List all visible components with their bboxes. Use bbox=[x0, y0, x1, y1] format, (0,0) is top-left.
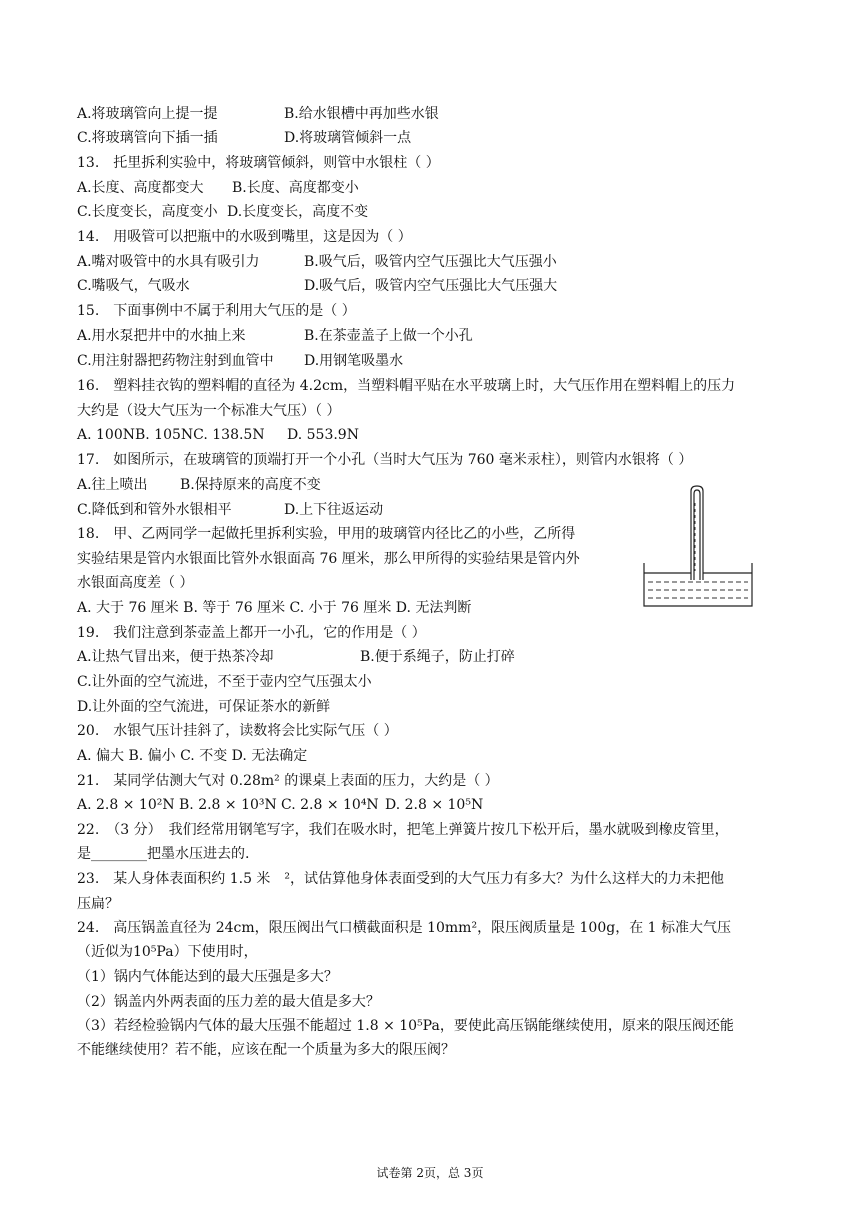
q19-option-b: B.便于系绳子，防止打碎 bbox=[360, 649, 515, 665]
q21-option-c: C. 2.8 × 10⁴N bbox=[281, 797, 379, 813]
q17-stem: 17. 如图所示，在玻璃管的顶端打开一个小孔（当时大气压为 760 毫米汞柱），则管内水银将（ ） bbox=[77, 452, 693, 468]
q19-option-a: A.让热气冒出来，便于热茶冷却 bbox=[77, 649, 274, 665]
q16-stem-line2: 大约是（设大气压为一个标准大气压）（ ） bbox=[77, 403, 341, 419]
q16-stem-line1: 16. 塑料挂衣钩的塑料帽的直径为 4.2cm，当塑料帽平贴在水平玻璃上时，大气压作用在塑料帽上的压力 bbox=[77, 378, 736, 394]
q16-option-d: D. 553.9N bbox=[287, 427, 359, 443]
q14-option-b: B.吸气后，吸管内空气压强比大气压强小 bbox=[304, 254, 557, 270]
q15-option-d: D.用钢笔吸墨水 bbox=[304, 353, 404, 369]
q13-options-row2 bbox=[77, 203, 368, 221]
q12-options-row2 bbox=[77, 129, 411, 147]
q15-option-b: B.在茶壶盖子上做一个小孔 bbox=[304, 328, 473, 344]
q13-stem: 13. 托里拆利实验中，将玻璃管倾斜，则管中水银柱（ ） bbox=[77, 155, 440, 171]
q16-option-abc: A. 100NB. 105NC. 138.5N bbox=[77, 427, 265, 443]
q17-options-row1 bbox=[77, 476, 321, 494]
q24-sub3-line2: 不能继续使用？若不能，应该在配一个质量为多大的限压阀？ bbox=[77, 1042, 455, 1058]
q17-option-c: C.降低到和管外水银相平 bbox=[77, 502, 232, 518]
q23-stem-line1: 23. 某人身体表面积约 1.5 米 ²，试估算他身体表面受到的大气压力有多大？为什么这样大的力未把他 bbox=[77, 871, 725, 887]
q21-options bbox=[77, 796, 483, 814]
q24-stem-line2: （近似为10⁵Pa）下使用时， bbox=[77, 944, 258, 960]
q24-sub3-line1: （3）若经检验锅内气体的最大压强不能超过 1.8 × 10⁵Pa，要使此高压锅能继续使用，原来的限压阀还能 bbox=[77, 1018, 734, 1034]
q18-stem-line1: 18. 甲、乙两同学一起做托里拆利实验，甲用的玻璃管内径比乙的小些，乙所得 bbox=[77, 526, 576, 542]
q12-option-c: C.将玻璃管向下插一插 bbox=[77, 130, 218, 146]
glass-tube-outer bbox=[691, 486, 703, 580]
q12-options-row1 bbox=[77, 105, 439, 123]
q17-option-d: D.上下往返运动 bbox=[284, 502, 384, 518]
q12-option-b: B.给水银槽中再加些水银 bbox=[284, 106, 439, 122]
q14-options-row2 bbox=[77, 277, 557, 295]
q15-stem: 15. 下面事例中不属于利用大气压的是（ ） bbox=[77, 303, 356, 319]
q15-options-row2 bbox=[77, 352, 403, 370]
q20-stem: 20. 水银气压计挂斜了，读数将会比实际气压（ ） bbox=[77, 723, 398, 739]
q12-option-a: A.将玻璃管向上提一提 bbox=[77, 106, 218, 122]
q13-options-row1 bbox=[77, 179, 359, 197]
q24-stem-line1: 24. 高压锅盖直径为 24cm，限压阀出气口横截面积是 10mm²，限压阀质量是 100g，在 1 标准大气压 bbox=[77, 920, 732, 936]
q21-option-b: B. 2.8 × 10³N bbox=[179, 797, 277, 813]
page-footer: 试卷第 2页，总 3页 bbox=[376, 1166, 484, 1180]
q14-option-d: D.吸气后，吸管内空气压强比大气压强大 bbox=[304, 278, 558, 294]
q19-option-d: D.让外面的空气流进，可保证茶水的新鲜 bbox=[77, 699, 331, 715]
q20-options: A. 偏大 B. 偏小 C. 不变 D. 无法确定 bbox=[77, 748, 308, 764]
q21-option-a: A. 2.8 × 10²N bbox=[77, 797, 175, 813]
q15-option-a: A.用水泵把井中的水抽上来 bbox=[77, 328, 246, 344]
q19-stem: 19. 我们注意到茶壶盖上都开一小孔，它的作用是（ ） bbox=[77, 625, 426, 641]
q16-options bbox=[77, 426, 359, 444]
q14-options-row1 bbox=[77, 253, 557, 271]
q24-sub2: （2）锅盖内外两表面的压力差的最大值是多大？ bbox=[77, 994, 380, 1010]
q23-stem-line2: 压扁？ bbox=[77, 896, 119, 912]
q22-stem-line1: 22. （3 分） 我们经常用钢笔写字，我们在吸水时，把笔上弹簧片按几下松开后，墨水就吸到橡皮管里， bbox=[77, 822, 729, 838]
q17-options-row2 bbox=[77, 501, 383, 519]
q13-option-b: B.长度、高度都变小 bbox=[232, 180, 359, 196]
q17-option-a: A.往上喷出 bbox=[77, 477, 148, 493]
q15-options-row1 bbox=[77, 327, 473, 345]
q21-stem: 21. 某同学估测大气对 0.28m² 的课桌上表面的压力，大约是（ ） bbox=[77, 773, 499, 789]
q13-option-c: C.长度变长，高度变小 bbox=[77, 204, 218, 220]
q12-option-d: D.将玻璃管倾斜一点 bbox=[284, 130, 412, 146]
q14-stem: 14. 用吸管可以把瓶中的水吸到嘴里，这是因为（ ） bbox=[77, 229, 412, 245]
q19-option-c: C.让外面的空气流进，不至于壶内空气压强太小 bbox=[77, 674, 372, 690]
q18-options: A. 大于 76 厘米 B. 等于 76 厘米 C. 小于 76 厘米 D. 无法判断 bbox=[77, 600, 472, 616]
q15-option-c: C.用注射器把药物注射到血管中 bbox=[77, 353, 274, 369]
q24-sub1: （1）锅内气体能达到的最大压强是多大？ bbox=[77, 969, 338, 985]
q13-option-a: A.长度、高度都变大 bbox=[77, 180, 204, 196]
q21-option-d: D. 2.8 × 10⁵N bbox=[385, 797, 484, 813]
q13-option-d: D.长度变长，高度不变 bbox=[227, 204, 369, 220]
barometer-figure bbox=[643, 485, 753, 607]
q18-stem-line2: 实验结果是管内水银面比管外水银面高 76 厘米，那么甲所得的实验结果是管内外 bbox=[77, 551, 580, 567]
q22-stem-line2: 是________把墨水压进去的. bbox=[77, 846, 250, 862]
q17-option-b: B.保持原来的高度不变 bbox=[180, 477, 321, 493]
q14-option-c: C.嘴吸气，气吸水 bbox=[77, 278, 190, 294]
q19-options-row1 bbox=[77, 648, 515, 666]
q14-option-a: A.嘴对吸管中的水具有吸引力 bbox=[77, 254, 260, 270]
mercury-trough bbox=[644, 563, 752, 606]
q18-stem-line3: 水银面高度差（ ） bbox=[77, 575, 194, 591]
